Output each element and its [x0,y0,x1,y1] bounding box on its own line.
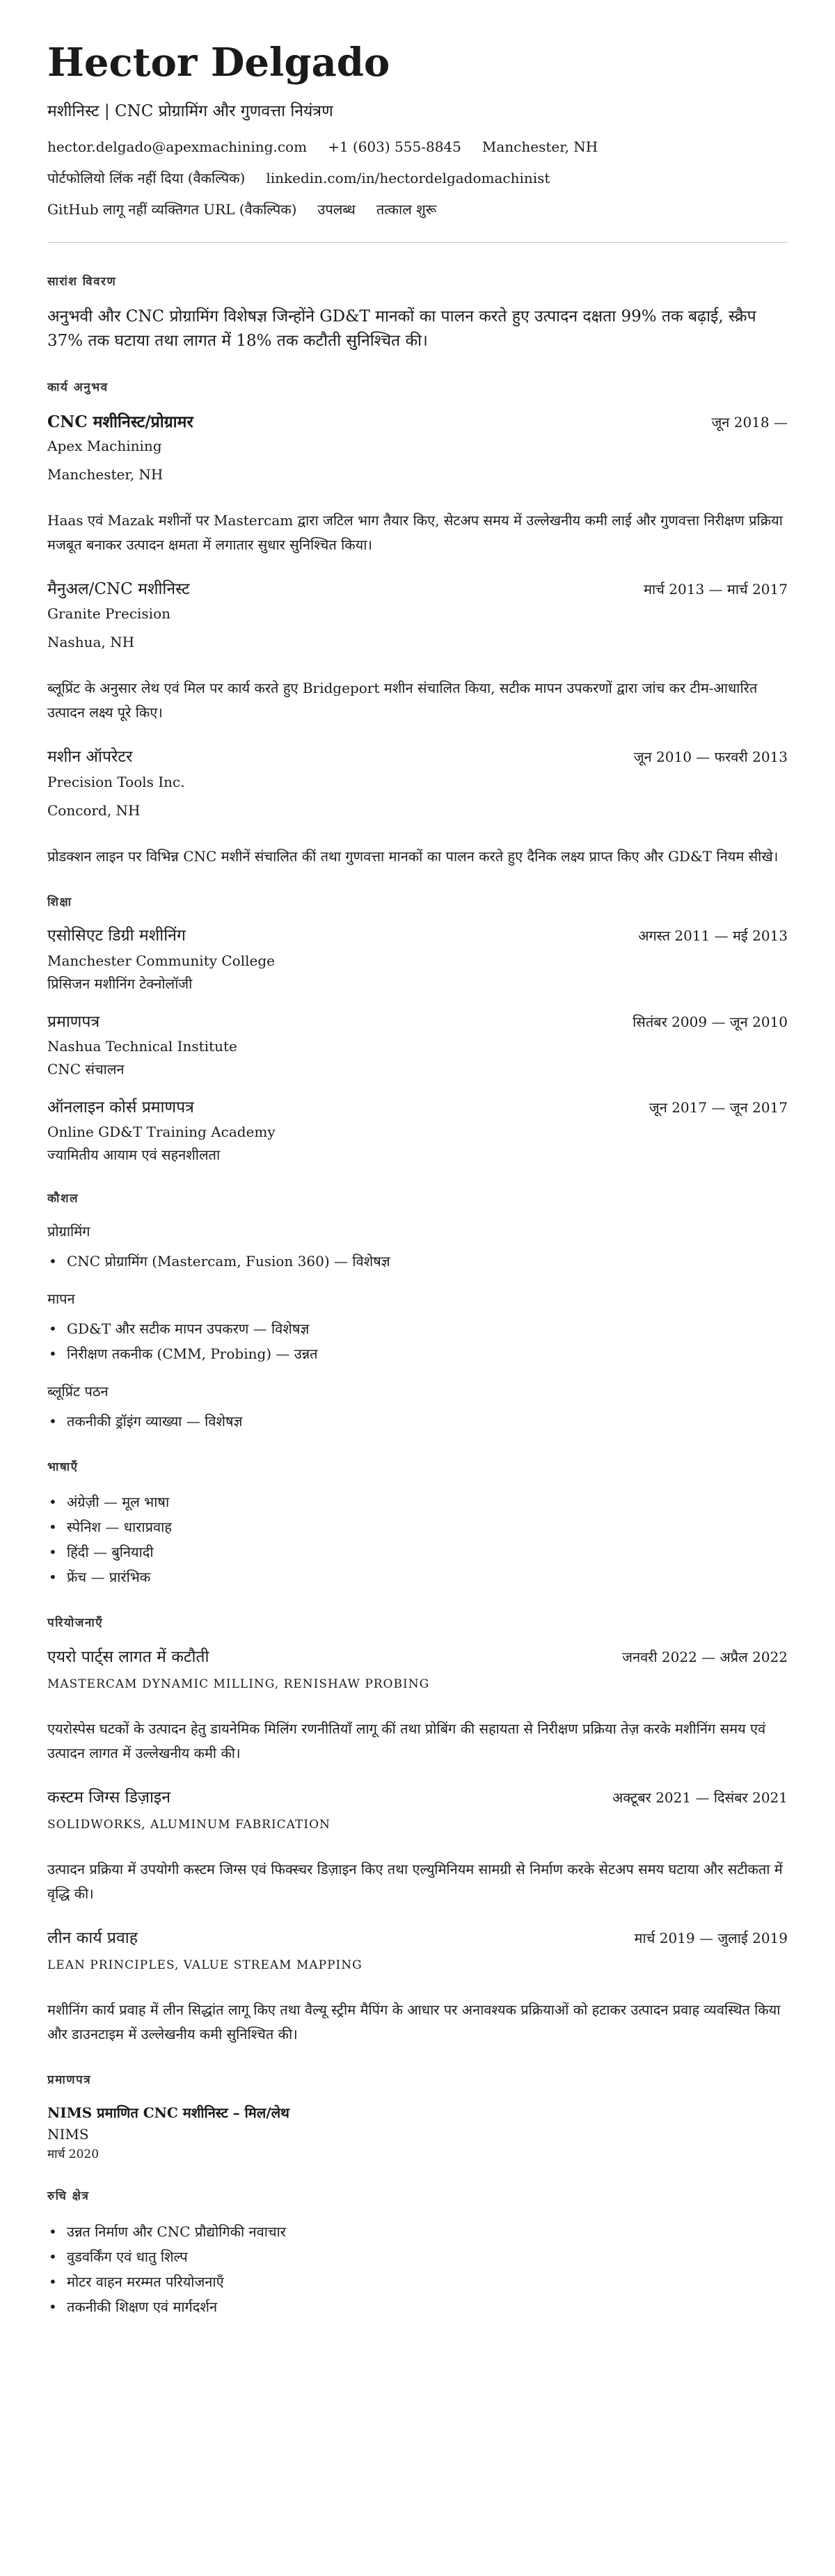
languages-title: भाषाएँ [47,1459,79,1474]
certification-org: NIMS [47,2125,89,2143]
projects-title: परियोजनाएँ [47,1616,104,1631]
interest-item: • तकनीकी शिक्षण एवं मार्गदर्शन [47,2294,788,2319]
skill-item: • निरीक्षण तकनीक (CMM, Probing) — उन्नत [47,1341,788,1366]
skill-group-title: मापन [47,1290,75,1307]
degree-detail: ज्यामितीय आयाम एवं सहनशीलता [47,1146,221,1164]
skill-group [47,1222,788,1274]
certifications-title: प्रमाणपत्र [47,2073,92,2088]
job-role: मशीन ऑपरेटर [47,748,133,767]
skill-group [47,1289,788,1366]
job-date: जून 2010 — फरवरी 2013 [633,749,788,766]
experience-entry [47,578,788,725]
job-date: मार्च 2013 — मार्च 2017 [644,580,788,598]
job-description: प्रोडक्शन लाइन पर विभिन्न CNC मशीनें संचालित कीं तथा गुणवत्ता मानकों का पालन करते हुए दैनिक लक्ष्य प्राप्त किए और GD&T नियम सीखे। [47,847,779,865]
project-tech: MASTERCAM DYNAMIC MILLING, RENISHAW PROBING [47,1677,430,1692]
availability: उपलब्ध [317,200,356,218]
job-date: जून 2018 — [711,413,788,431]
job-location: Concord, NH [47,801,141,819]
experience-entry [47,746,788,868]
education-entry [47,1096,788,1165]
interest-item: • उन्नत निर्माण और CNC प्रौद्योगिकी नवाचार [47,2219,788,2244]
skills-section [47,1190,788,1434]
degree-date: सितंबर 2009 — जून 2010 [633,1013,788,1030]
skill-item: • तकनीकी ड्रॉइंग व्याख्या — विशेषज्ञ [47,1409,788,1434]
project-name: एयरो पार्ट्स लागत में कटौती [47,1648,209,1667]
project-name: कस्टम जिग्स डिज़ाइन [47,1789,170,1807]
school-name: Online GD&T Training Academy [47,1123,276,1141]
job-role: मैनुअल/CNC मशीनिस्ट [47,579,190,598]
degree-detail: प्रिसिजन मशीनिंग टेक्नोलॉजी [47,975,193,992]
job-location: Manchester, NH [47,465,164,483]
certification-date: मार्च 2020 [47,2147,100,2161]
linkedin-link[interactable]: linkedin.com/in/hectordelgadomachinist [266,169,550,186]
summary-text: अनुभवी और CNC प्रोग्रामिंग विशेषज्ञ जिन्होंने GD&T मानकों का पालन करते हुए उत्पादन दक्षता 99% तक बढ़ाई, स्क्रैप 37% तक घटाया तथा लागत में 18% तक कटौती सुनिश्चित की। [47,307,756,351]
github-note: GitHub लागू नहीं व्यक्तिगत URL (वैकल्पिक) [47,200,297,218]
skill-group-title: प्रोग्रामिंग [47,1222,90,1240]
languages-section [47,1459,788,1590]
job-company: Apex Machining [47,437,162,454]
contact-line-2 [47,168,788,189]
project-description: एयरोस्पेस घटकों के उत्पादन हेतु डायनेमिक मिलिंग रणनीतियाँ लागू कीं तथा प्रोबिंग की सहायता से निरीक्षण प्रक्रिया तेज़ करके मशीनिंग समय एवं उत्पादन लागत में उल्लेखनीय कमी की। [47,1720,766,1762]
project-date: अक्टूबर 2021 — दिसंबर 2021 [612,1789,788,1807]
language-item: • अंग्रेज़ी — मूल भाषा [47,1489,788,1514]
project-date: जनवरी 2022 — अप्रैल 2022 [622,1649,788,1666]
email-link[interactable]: hector.delgado@apexmachining.com [47,138,308,155]
project-tech: SOLIDWORKS, ALUMINUM FABRICATION [47,1818,331,1832]
skill-group [47,1382,788,1434]
experience-entry [47,410,788,557]
skill-item: • CNC प्रोग्रामिंग (Mastercam, Fusion 360) — विशेषज्ञ [47,1249,788,1274]
certifications-section [47,2072,788,2163]
location: Manchester, NH [482,138,598,155]
degree-name: प्रमाणपत्र [47,1012,100,1031]
job-description: Haas एवं Mazak मशीनों पर Mastercam द्वारा जटिल भाग तैयार किए, सेटअप समय में उल्लेखनीय कमी लाई और गुणवत्ता निरीक्षण प्रक्रिया मजबूत बनाकर उत्पादन क्षमता में लगातार सुधार सुनिश्चित किया। [47,511,783,553]
job-description: ब्लूप्रिंट के अनुसार लेथ एवं मिल पर कार्य करते हुए Bridgeport मशीन संचालित किया, सटीक मापन उपकरणों द्वारा जांच कर टीम-आधारित उत्पादन लक्ष्य पूरे किए। [47,680,758,721]
contact-line-3 [47,200,788,220]
project-entry [47,1927,788,2047]
candidate-name: Hector Delgado [47,40,390,86]
skill-group-title: ब्लूप्रिंट पठन [47,1382,109,1400]
start-info: तत्काल शुरू [376,200,437,218]
degree-name: ऑनलाइन कोर्स प्रमाणपत्र [47,1098,194,1117]
interest-item: • वुडवर्किंग एवं धातु शिल्प [47,2244,788,2269]
portfolio-note: पोर्टफोलियो लिंक नहीं दिया (वैकल्पिक) [47,169,246,186]
phone-number: +1 (603) 555-8845 [328,138,461,155]
project-entry [47,1646,788,1766]
language-item: • हिंदी — बुनियादी [47,1539,788,1565]
skills-title: कौशल [47,1192,79,1206]
project-tech: LEAN PRINCIPLES, VALUE STREAM MAPPING [47,1958,363,1973]
education-entry [47,925,788,993]
summary-title: सारांश विवरण [47,274,117,289]
education-title: शिक्षा [47,895,72,909]
interests-title: रुचि क्षेत्र [47,2189,90,2204]
experience-section [47,379,788,869]
job-company: Granite Precision [47,605,171,623]
degree-name: एसोसिएट डिग्री मशीनिंग [47,927,186,945]
interests-section [47,2188,788,2319]
school-name: Manchester Community College [47,952,275,969]
header-divider [47,242,788,243]
education-section [47,894,788,1166]
headline: मशीनिस्ट | CNC प्रोग्रामिंग और गुणवत्ता नियंत्रण [47,102,333,120]
resume-header [47,42,788,220]
job-company: Precision Tools Inc. [47,773,185,790]
project-date: मार्च 2019 — जुलाई 2019 [634,1930,788,1947]
certification-name: NIMS प्रमाणित CNC मशीनिस्ट – मिल/लेथ [47,2104,289,2121]
project-description: उत्पादन प्रक्रिया में उपयोगी कस्टम जिग्स एवं फिक्स्चर डिज़ाइन किए तथा एल्युमिनियम सामग्री से निर्माण करके सेटअप समय घटाया और सटीकता में वृद्धि की। [47,1861,783,1903]
degree-detail: CNC संचालन [47,1060,125,1078]
interest-item: • मोटर वाहन मरम्मत परियोजनाएँ [47,2269,788,2294]
skill-item: • GD&T और सटीक मापन उपकरण — विशेषज्ञ [47,1316,788,1341]
degree-date: अगस्त 2011 — मई 2013 [638,927,788,945]
experience-title: कार्य अनुभव [47,380,109,394]
school-name: Nashua Technical Institute [47,1037,237,1055]
project-name: लीन कार्य प्रवाह [47,1929,138,1948]
projects-section [47,1615,788,2047]
language-item: • स्पेनिश — धाराप्रवाह [47,1514,788,1539]
degree-date: जून 2017 — जून 2017 [649,1098,788,1116]
summary-section [47,273,788,354]
project-entry [47,1786,788,1906]
job-location: Nashua, NH [47,634,135,651]
project-description: मशीनिंग कार्य प्रवाह में लीन सिद्धांत लागू किए तथा वैल्यू स्ट्रीम मैपिंग के आधार पर अनावश्यक प्रक्रियाओं को हटाकर उत्पादन प्रवाह व्यवस्थित किया और डाउनटाइम में उल्लेखनीय कमी सुनिश्चित की। [47,2001,781,2043]
job-role: CNC मशीनिस्ट/प्रोग्रामर [47,412,193,431]
language-item: • फ्रेंच — प्रारंभिक [47,1565,788,1590]
contact-line-1 [47,137,788,157]
education-entry [47,1011,788,1080]
